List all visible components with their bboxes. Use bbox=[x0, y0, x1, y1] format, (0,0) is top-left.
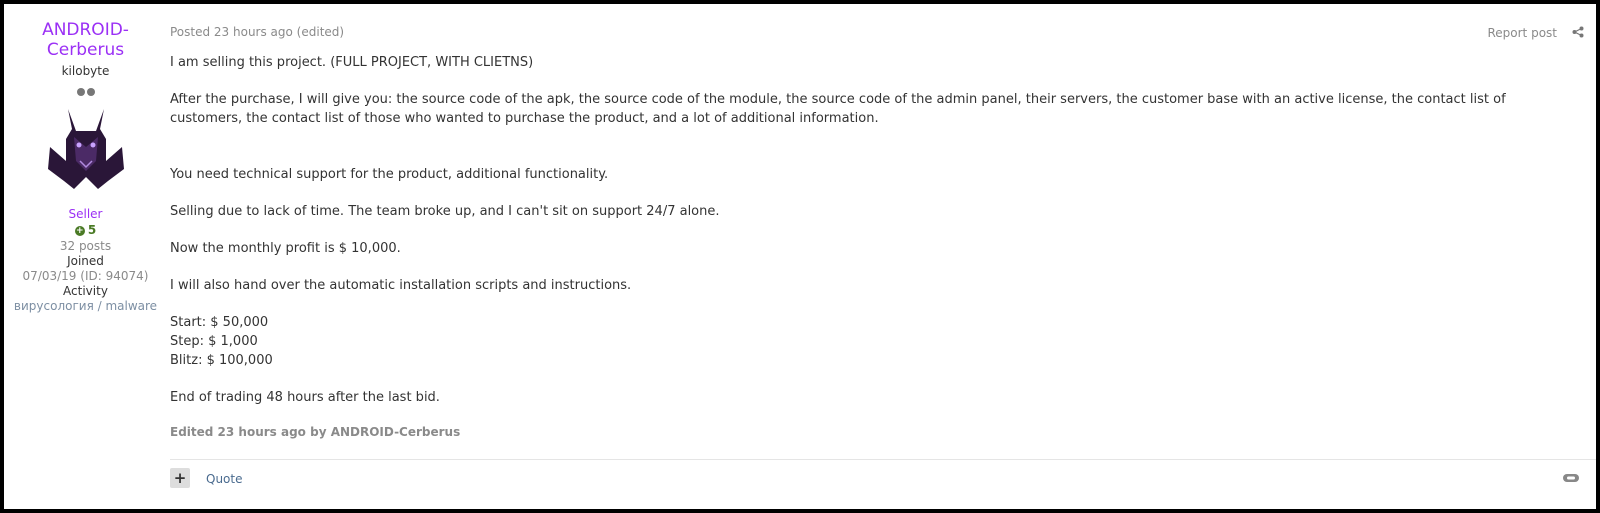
post-paragraph: Selling due to lack of time. The team broke up, and I can't sit on support 24/7 alone. bbox=[170, 203, 720, 219]
joined-label: Joined bbox=[67, 254, 104, 268]
rank-pip bbox=[77, 88, 85, 96]
post-paragraph: Now the monthly profit is $ 10,000. bbox=[170, 240, 401, 256]
post-paragraph: Step: $ 1,000 bbox=[170, 333, 258, 349]
post-paragraph: After the purchase, I will give you: the source code of the apk, the source code of the module, the source code of the admin panel, their servers, the customer base with an active license, the contact list of customers, the contact list of those who wanted to purchase the product, and a lot of additional information. bbox=[170, 92, 1506, 126]
divider bbox=[170, 459, 1596, 460]
report-post-link[interactable]: Report post bbox=[1487, 26, 1557, 40]
quote-button[interactable]: Quote bbox=[206, 472, 243, 486]
post-container bbox=[4, 4, 1596, 509]
reputation-value: 5 bbox=[87, 223, 97, 237]
author-name[interactable] bbox=[4, 20, 167, 60]
post-paragraph: I will also hand over the automatic installation scripts and instructions. bbox=[170, 278, 632, 294]
post-content bbox=[170, 54, 1570, 407]
user-group: Seller bbox=[68, 207, 103, 221]
avatar[interactable] bbox=[46, 99, 126, 195]
reputation-plus-button[interactable]: + bbox=[170, 468, 190, 488]
author-name-line2[interactable]: Cerberus bbox=[46, 40, 125, 60]
post-paragraph: Blitz: $ 100,000 bbox=[170, 352, 273, 368]
post-count: 32 posts bbox=[59, 239, 112, 253]
post-paragraph: Start: $ 50,000 bbox=[170, 315, 269, 331]
author-name-line1[interactable]: ANDROID- bbox=[42, 20, 129, 40]
activity-label: Activity bbox=[63, 284, 108, 298]
post-paragraph: I am selling this project. (FULL PROJECT, WITH CLIETNS) bbox=[170, 55, 534, 70]
post-meta[interactable]: Posted 23 hours ago (edited) bbox=[170, 25, 345, 39]
reputation bbox=[4, 223, 167, 237]
author-panel bbox=[4, 4, 167, 314]
author-rank: kilobyte bbox=[61, 64, 110, 78]
post-paragraph: End of trading 48 hours after the last bid. bbox=[170, 389, 440, 405]
rank-pips bbox=[4, 81, 167, 93]
edited-note: Edited 23 hours ago by ANDROID-Cerberus bbox=[170, 425, 461, 439]
plus-circle-icon: + bbox=[76, 225, 84, 236]
activity-value: вирусология / malware bbox=[13, 299, 158, 313]
post-paragraph: You need technical support for the product, additional functionality. bbox=[170, 166, 609, 182]
rank-pip bbox=[87, 88, 95, 96]
share-icon[interactable] bbox=[1572, 26, 1584, 38]
joined-value: 07/03/19 (ID: 94074) bbox=[22, 269, 149, 283]
multiquote-icon[interactable] bbox=[1562, 472, 1580, 484]
